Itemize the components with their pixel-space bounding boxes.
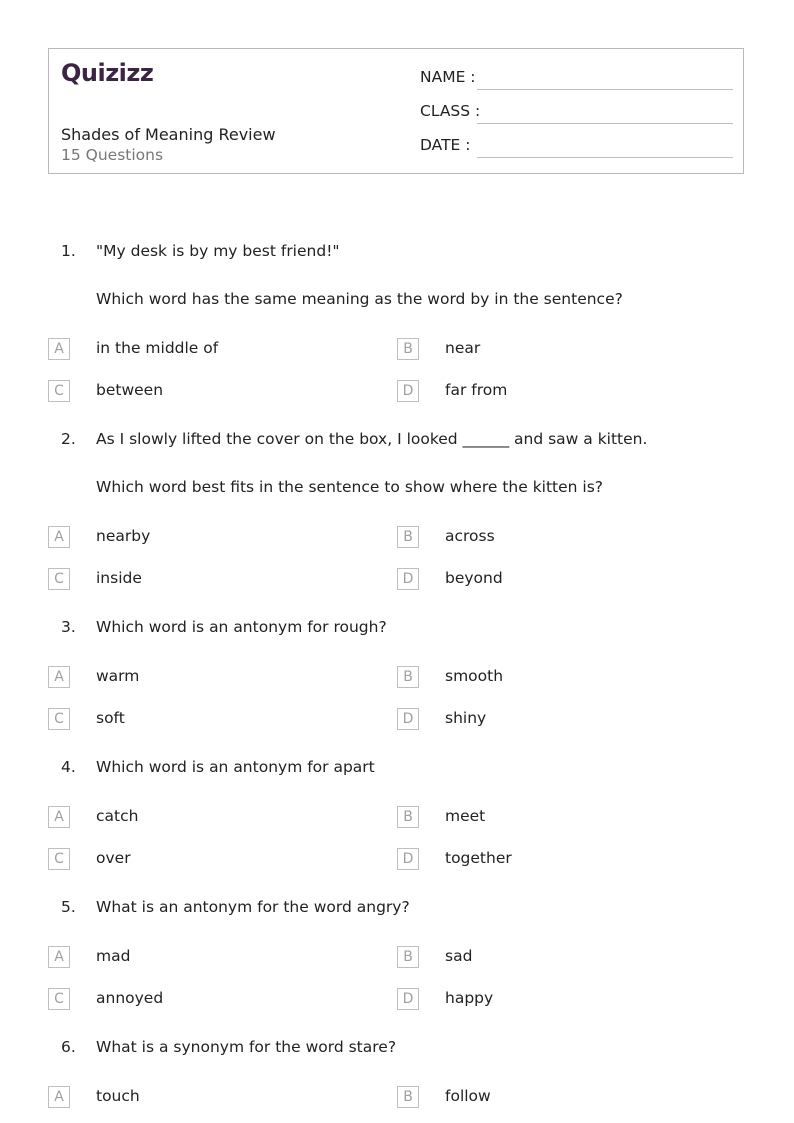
option-text: happy <box>445 989 494 1007</box>
name-label: NAME : <box>420 68 476 86</box>
question-number: 6. <box>61 1038 76 1056</box>
quizizz-logo: Quizizz <box>61 59 154 87</box>
option-text: touch <box>96 1087 140 1105</box>
option-letter-box[interactable]: D <box>397 988 419 1010</box>
option-letter-box[interactable]: D <box>397 708 419 730</box>
option-letter-box[interactable]: C <box>48 848 70 870</box>
option-letter-box[interactable]: B <box>397 526 419 548</box>
date-line <box>477 157 733 158</box>
option-letter-box[interactable]: D <box>397 568 419 590</box>
date-label: DATE : <box>420 136 471 154</box>
option-letter-box[interactable]: B <box>397 666 419 688</box>
option-text: soft <box>96 709 125 727</box>
question-number: 2. <box>61 430 76 448</box>
option-letter-box[interactable]: A <box>48 666 70 688</box>
option-letter-box[interactable]: D <box>397 380 419 402</box>
worksheet-header <box>48 48 744 174</box>
option-text: annoyed <box>96 989 164 1007</box>
option-letter-box[interactable]: A <box>48 338 70 360</box>
option-letter-box[interactable]: A <box>48 946 70 968</box>
name-line <box>477 89 733 90</box>
option-text: sad <box>445 947 473 965</box>
option-text: near <box>445 339 481 357</box>
question-text: Which word is an antonym for rough? <box>96 618 387 636</box>
option-text: nearby <box>96 527 151 545</box>
option-letter-box[interactable]: B <box>397 338 419 360</box>
option-text: over <box>96 849 131 867</box>
option-letter-box[interactable]: C <box>48 380 70 402</box>
option-text: far from <box>445 381 508 399</box>
option-text: in the middle of <box>96 339 219 357</box>
option-text: between <box>96 381 164 399</box>
question-prompt: Which word has the same meaning as the word by in the sentence? <box>96 290 623 308</box>
option-letter-box[interactable]: A <box>48 1086 70 1108</box>
option-text: together <box>445 849 512 867</box>
question-number: 3. <box>61 618 76 636</box>
option-text: mad <box>96 947 131 965</box>
class-line <box>477 123 733 124</box>
option-text: warm <box>96 667 140 685</box>
question-number: 1. <box>61 242 76 260</box>
option-text: inside <box>96 569 142 587</box>
option-letter-box[interactable]: A <box>48 526 70 548</box>
question-prompt: Which word best fits in the sentence to show where the kitten is? <box>96 478 604 496</box>
question-text: As I slowly lifted the cover on the box, I looked ______ and saw a kitten. <box>96 430 648 448</box>
option-letter-box[interactable]: B <box>397 1086 419 1108</box>
option-letter-box[interactable]: C <box>48 708 70 730</box>
option-letter-box[interactable]: B <box>397 946 419 968</box>
option-text: beyond <box>445 569 503 587</box>
option-letter-box[interactable]: A <box>48 806 70 828</box>
option-text: meet <box>445 807 486 825</box>
option-text: smooth <box>445 667 504 685</box>
option-text: catch <box>96 807 139 825</box>
option-letter-box[interactable]: C <box>48 568 70 590</box>
option-text: shiny <box>445 709 487 727</box>
option-text: follow <box>445 1087 491 1105</box>
option-letter-box[interactable]: C <box>48 988 70 1010</box>
class-label: CLASS : <box>420 102 481 120</box>
option-letter-box[interactable]: D <box>397 848 419 870</box>
question-count: 15 Questions <box>61 146 164 164</box>
question-text: What is a synonym for the word stare? <box>96 1038 397 1056</box>
option-letter-box[interactable]: B <box>397 806 419 828</box>
question-text: What is an antonym for the word angry? <box>96 898 410 916</box>
question-number: 4. <box>61 758 76 776</box>
question-text: "My desk is by my best friend!" <box>96 242 340 260</box>
question-number: 5. <box>61 898 76 916</box>
worksheet-title: Shades of Meaning Review <box>61 125 276 144</box>
question-text: Which word is an antonym for apart <box>96 758 375 776</box>
option-text: across <box>445 527 495 545</box>
